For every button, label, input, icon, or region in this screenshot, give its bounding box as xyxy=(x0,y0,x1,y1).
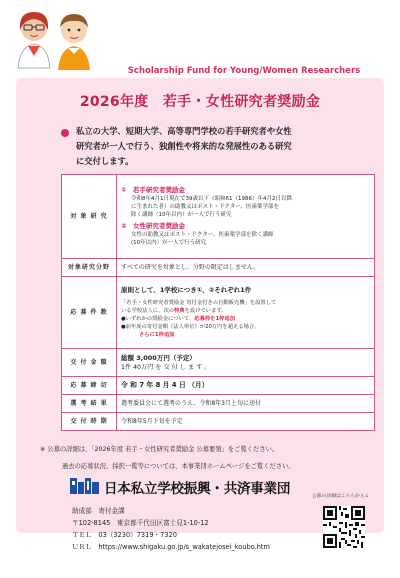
count-text: を設けています。 xyxy=(184,308,227,314)
value-field: すべての研究を対象とし、分野の限定はしません。 xyxy=(117,259,375,277)
count-highlight: さらに1枠追加 xyxy=(139,332,175,338)
header xyxy=(0,0,400,80)
label-field: 対象研究分野 xyxy=(62,259,117,277)
lead-line: 研究者が一人で行う、独創性や将来的な発展性のある研究 xyxy=(76,141,292,151)
contact-tel: ＴＥＬ 03（3230）7319・7320 xyxy=(72,531,177,539)
row-target xyxy=(62,175,375,259)
page-title: 2026年度 若手・女性研究者奨励金 xyxy=(79,94,321,110)
value-deadline: 令 和 7 年 8 月 4 日 （月） xyxy=(117,377,375,395)
row-timing xyxy=(62,413,375,431)
organization-name: 日本私立学校振興・共済事業団 xyxy=(104,481,291,497)
note-homepage: 過去の応募状況、採択一覧等については、本事業団ホームページをご覧ください。 xyxy=(62,463,295,470)
qr-label: 公募の詳細はこちらから↓ xyxy=(312,494,369,499)
label-result: 選 考 結 果 xyxy=(62,395,117,413)
lead-line: に交付します。 xyxy=(76,156,134,166)
row-amount xyxy=(62,349,375,377)
contact-sponsor: 助成部 寄付金課 xyxy=(72,507,125,515)
women-heading: ② 女性研究者奨励金 xyxy=(121,222,186,230)
label-timing: 交 付 時 期 xyxy=(62,413,117,431)
count-text: いる学校法人に、次の xyxy=(121,308,174,314)
value-timing: 令和8年5月下旬を予定 xyxy=(117,413,375,431)
qr-code-icon[interactable] xyxy=(323,506,365,548)
lead-line: 私立の大学、短期大学、高等専門学校の若手研究者や女性 xyxy=(76,126,292,136)
row-field xyxy=(62,259,375,277)
value-result: 選考委員会にて選考のうえ、令和8年3月上旬に送付 xyxy=(117,395,375,413)
row-count xyxy=(62,277,375,349)
amount-each: 1件 40万円 を 交 付 し ま す 。 xyxy=(121,363,211,371)
women-body xyxy=(121,231,370,247)
young-body-line: に生まれた者）の助教又はポスト・ドクター、医歯薬学部を xyxy=(131,204,280,210)
count-highlight: 特典 xyxy=(173,308,185,314)
count-text: ●いずれかの奨励金について、 xyxy=(121,316,195,322)
contact-url[interactable]: ＵＲＬ https://www.shigaku.go.jp/s_wakatejosei_koubo.htm xyxy=(72,543,270,551)
count-main: 原則として、1学校につき①、②それぞれ1件 xyxy=(121,286,252,294)
row-deadline xyxy=(62,377,375,395)
count-line: 「若手・女性研究者奨励金 寄付金付きの自動販売機」を設置して xyxy=(121,300,277,306)
amount-total: 総額 3,000万円（予定） xyxy=(121,353,196,362)
count-line xyxy=(121,307,370,315)
young-body-line: 除く講師（10年以内）が一人で行う研究 xyxy=(131,212,232,218)
tagline-en: Scholarship Fund for Young/Women Researchers xyxy=(127,66,361,76)
young-heading: ① 若手研究者奨励金 xyxy=(121,186,186,194)
pmac-logo-icon xyxy=(70,477,100,495)
info-table xyxy=(61,174,375,431)
organization xyxy=(70,477,330,495)
contact-info xyxy=(72,505,312,553)
contact-postal: 〒102-8145 東京都千代田区富士見1-10-12 xyxy=(72,519,209,527)
label-target: 対 象 研 究 xyxy=(62,175,117,259)
two-researchers-illustration xyxy=(14,6,100,76)
women-body-line: 女性の助教又はポスト・ドクター、医歯薬学部を除く講師 xyxy=(131,232,274,238)
young-body-line: 令和8年4月1日現在で39歳以下（昭和61（1986）年4月2日以降 xyxy=(131,196,292,202)
lead-text xyxy=(76,124,372,169)
value-count xyxy=(117,277,375,349)
women-body-line: (10年以内）が一人で行う研究 xyxy=(131,240,207,246)
lead-bullet-icon xyxy=(61,129,69,137)
label-deadline: 応 募 締 切 xyxy=(62,377,117,395)
row-result xyxy=(62,395,375,413)
count-highlight: 応募枠を1枠追加 xyxy=(194,316,236,322)
value-target xyxy=(117,175,375,259)
count-line: ●前年度の寄付金額（法人単位）が20万円を超える場合、 xyxy=(121,324,260,330)
young-body xyxy=(121,195,370,219)
label-count: 応 募 件 数 xyxy=(62,277,117,349)
value-amount xyxy=(117,349,375,377)
note-detail: ※ 公募の詳細は、「2026年度 若手・女性研究者奨励金 公募要領」をご覧ください。 xyxy=(40,446,279,453)
count-line xyxy=(121,315,370,323)
label-amount: 交 付 金 額 xyxy=(62,349,117,377)
